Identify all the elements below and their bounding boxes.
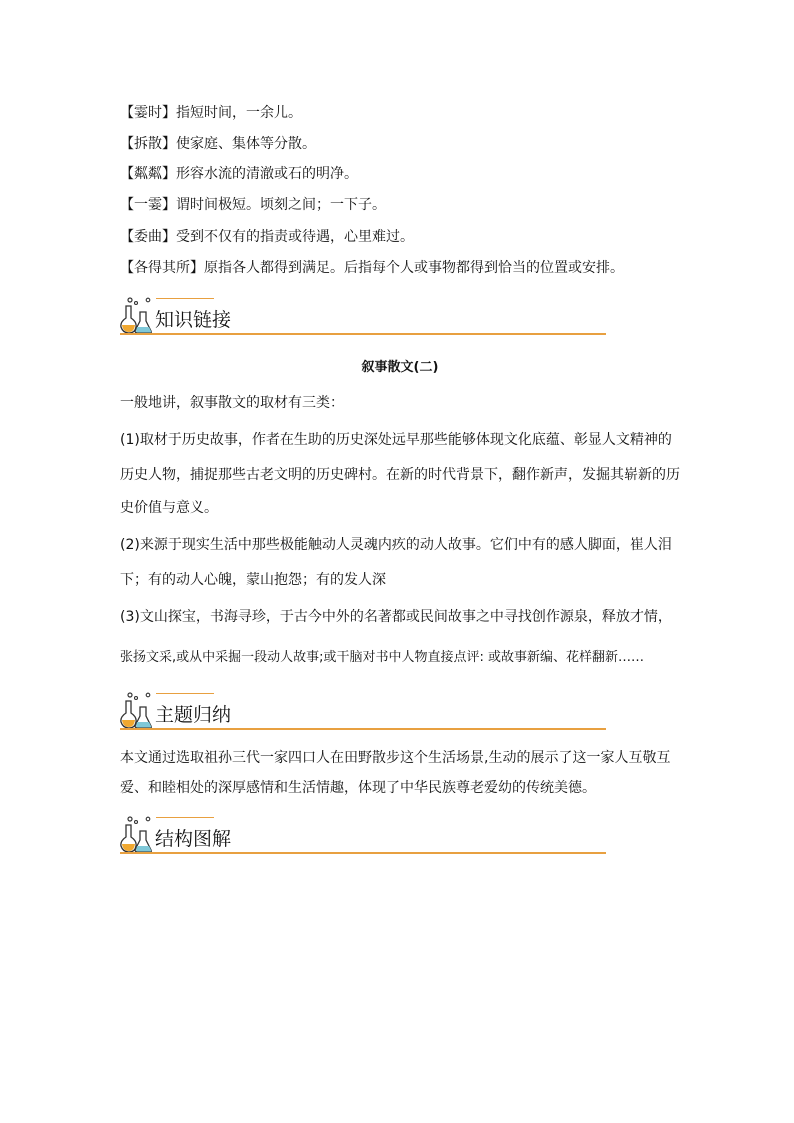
article-subtitle: 叙事散文(二) [361,360,439,375]
knowledge-line: 史价值与意义。 [120,500,218,516]
knowledge-line: 下；有的动人心魄，蒙山抱怨；有的发人深 [120,572,386,588]
knowledge-line: (2)来源于现实生活中那些极能触动人灵魂内疚的动人故事。它们中有的感人脚面，崔人泪 [120,537,672,553]
glossary-item: 【粼粼】形容水流的清澈或石的明净。 [120,166,358,182]
theme-line: 本文通过选取祖孙三代一家四口人在田野散步这个生活场景,生动的展示了这一家人互敬互 [120,750,671,766]
flask-icon [120,815,154,853]
flask-icon [120,296,154,334]
section-title: 结构图解 [155,828,232,850]
glossary-item: 【一霎】谓时间极短。顷刻之间；一下子。 [120,197,386,213]
knowledge-line: 一般地讲，叙事散文的取材有三类： [120,395,344,411]
section-header-theme [120,691,606,733]
knowledge-line: 历史人物，捕捉那些古老文明的历史碑村。在新的时代背景下，翻作新声，发掘其崭新的历 [120,467,680,483]
glossary-item: 【各得其所】原指各人都得到满足。后指每个人或事物都得到恰当的位置或安排。 [120,260,624,276]
section-title: 主题归纳 [155,704,232,726]
knowledge-line: 张扬文采,或从中采掘一段动人故事;或干脑对书中人物直接点评: 或故事新编、花样翻新…… [120,650,645,665]
knowledge-line: (3)文山探宝，书海寻珍，于古今中外的名著都或民间故事之中寻找创作源泉，释放才情， [120,609,672,625]
section-header-structure [120,815,606,857]
flask-icon [120,691,154,729]
glossary-item: 【委曲】受到不仅有的指责或待遇，心里难过。 [120,229,414,245]
glossary-item: 【拆散】使家庭、集体等分散。 [120,136,316,152]
section-title: 知识链接 [155,309,232,331]
section-header-knowledge [120,296,606,338]
knowledge-line: (1)取材于历史故事，作者在生助的历史深处远早那些能够体现文化底蕴、彰显人文精神的 [120,432,672,448]
glossary-item: 【霎时】指短时间，一余儿。 [120,105,302,121]
theme-line: 爱、和睦相处的深厚感情和生活情趣，体现了中华民族尊老爱幼的传统美德。 [120,780,596,796]
